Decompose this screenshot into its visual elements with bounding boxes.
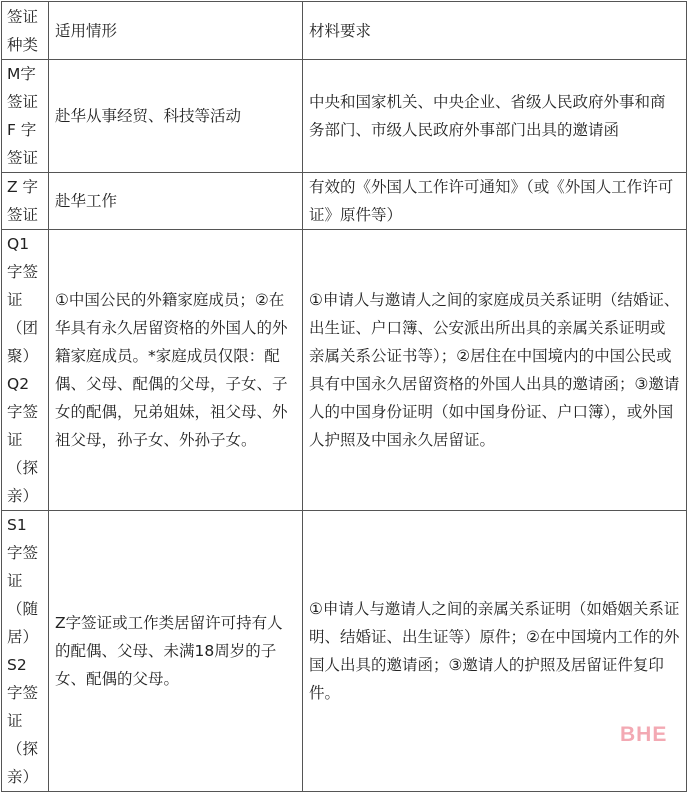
- requirement-cell: ①申请人与邀请人之间的家庭成员关系证明（结婚证、出生证、户口簿、公安派出所出具的亲属关系证明或亲属关系公证书等）；②居住在中国境内的中国公民或具有中国永久居留资格的外国人出具的邀请函；③邀请人的中国身份证明（如中国身份证、户口簿），或外国人护照及中国永久居留证。: [303, 230, 687, 511]
- visa-type-cell: M字 签证 F 字 签证: [2, 60, 49, 173]
- visa-requirements-table: [1, 1, 687, 792]
- visa-type-cell: Z 字 签证: [2, 173, 49, 230]
- visa-type-cell: Q1 字签 证 （团 聚） Q2 字签 证 （探 亲）: [2, 230, 49, 511]
- visa-type-cell: S1 字签 证 （随 居） S2 字签 证 （探 亲）: [2, 511, 49, 792]
- requirement-cell: 有效的《外国人工作许可通知》（或《外国人工作许可证》原件等）: [303, 173, 687, 230]
- header-requirement: 材料要求: [303, 2, 687, 60]
- condition-cell: ①中国公民的外籍家庭成员；②在华具有永久居留资格的外国人的外籍家庭成员。*家庭成员仅限：配偶、父母、配偶的父母，子女、子女的配偶，兄弟姐妹，祖父母、外祖父母，孙子女、外孙子女。: [49, 230, 303, 511]
- requirement-cell: ①申请人与邀请人之间的亲属关系证明（如婚姻关系证明、结婚证、出生证等）原件；②在中国境内工作的外国人出具的邀请函；③邀请人的护照及居留证件复印件。: [303, 511, 687, 792]
- requirement-cell: 中央和国家机关、中央企业、省级人民政府外事和商务部门、市级人民政府外事部门出具的邀请函: [303, 60, 687, 173]
- table-row: [2, 60, 687, 173]
- header-condition: 适用情形: [49, 2, 303, 60]
- table-row: [2, 173, 687, 230]
- header-visa-type: 签证 种类: [2, 2, 49, 60]
- watermark-logo: BHE: [620, 723, 668, 746]
- condition-cell: 赴华从事经贸、科技等活动: [49, 60, 303, 173]
- table-row: [2, 511, 687, 792]
- condition-cell: 赴华工作: [49, 173, 303, 230]
- condition-cell: Z字签证或工作类居留许可持有人的配偶、父母、未满18周岁的子女、配偶的父母。: [49, 511, 303, 792]
- table-row: [2, 230, 687, 511]
- table-header-row: [2, 2, 687, 60]
